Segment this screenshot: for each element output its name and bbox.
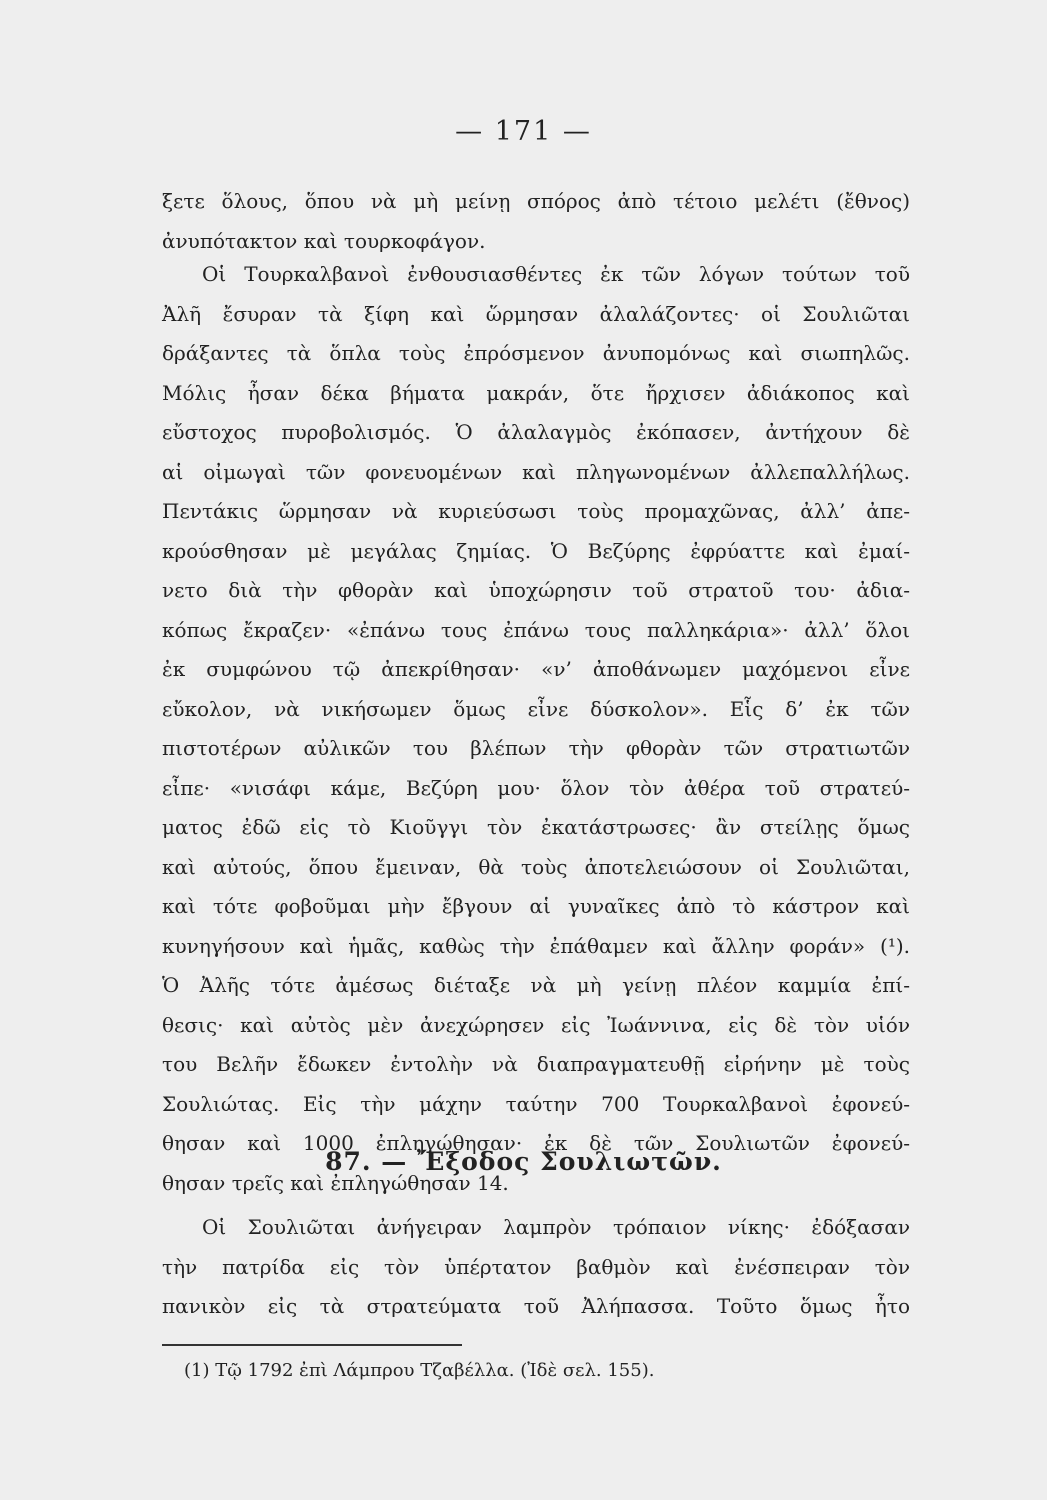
text-line: καὶ αὐτούς, ὅπου ἔμειναν, θὰ τοὺς ἀποτελειώσουν οἱ Σουλιῶται, — [162, 854, 910, 879]
text-line: Ἀλῆ ἔσυραν τὰ ξίφη καὶ ὥρμησαν ἀλαλάζοντες· οἱ Σουλιῶται — [162, 301, 910, 326]
text-line: ματος ἐδῶ εἰς τὸ Κιοῦγγι τὸν ἐκατάστρωσες· ἂν στείλῃς ὅμως — [162, 815, 910, 839]
text-line: θησαν καὶ 1000 ἐπληγώθησαν· ἐκ δὲ τῶν Σουλιωτῶν ἐφονεύ- — [162, 1131, 910, 1155]
text-line: θεσις· καὶ αὐτὸς μὲν ἀνεχώρησεν εἰς Ἰωάννινα, εἰς δὲ τὸν υἱόν — [162, 1012, 910, 1037]
text-line: δράξαντες τὰ ὅπλα τοὺς ἐπρόσμενον ἀνυπομόνως καὶ σιωπηλῶς. — [162, 341, 910, 365]
text-line: εὔκολον, νὰ νικήσωμεν ὅμως εἶνε δύσκολον». Εἷς δ’ ἐκ τῶν — [162, 696, 910, 721]
text-line: πιστοτέρων αὐλικῶν του βλέπων τὴν φθορὰν τῶν στρατιωτῶν — [162, 736, 910, 760]
text-line: Οἱ Σουλιῶται ἀνήγειραν λαμπρὸν τρόπαιον νίκης· ἐδόξασαν — [202, 1215, 910, 1239]
text-line: του Βελῆν ἔδωκεν ἐντολὴν νὰ διαπραγματευθῇ εἰρήνην μὲ τοὺς — [162, 1052, 910, 1076]
footnote: (1) Τῷ 1792 ἐπὶ Λάμπρου Τζαβέλλα. (Ἰδὲ σελ. 155). — [184, 1360, 655, 1381]
text-line: θησαν τρεῖς καὶ ἐπληγώθησαν 14. — [162, 1170, 509, 1195]
section-heading: 87. — Ἔξοδος Σουλιωτῶν. — [325, 1147, 722, 1176]
paragraph-3 — [162, 1208, 910, 1327]
text-line: εὔστοχος πυροβολισμός. Ὁ ἀλαλαγμὸς ἐκόπασεν, ἀντήχουν δὲ — [162, 420, 910, 444]
text-line: Σουλιώτας. Εἰς τὴν μάχην ταύτην 700 Τουρκαλβανοὶ ἐφονεύ- — [162, 1091, 910, 1116]
footnote-divider — [162, 1344, 462, 1346]
text-line: καὶ τότε φοβοῦμαι μὴν ἔβγουν αἱ γυναῖκες ἀπὸ τὸ κάστρον καὶ — [162, 894, 910, 918]
text-line: κόπως ἔκραζεν· «ἐπάνω τους ἐπάνω τους παλληκάρια»· ἀλλ’ ὅλοι — [162, 617, 910, 642]
paragraph-1 — [162, 182, 910, 261]
text-line: κρούσθησαν μὲ μεγάλας ζημίας. Ὁ Βεζύρης ἐφρύαττε καὶ ἐμαί- — [162, 538, 910, 563]
text-line: Ὁ Ἀλῆς τότε ἀμέσως διέταξε νὰ μὴ γείνῃ πλέον καμμία ἐπί- — [162, 973, 910, 997]
text-line: Μόλις ἦσαν δέκα βήματα μακράν, ὅτε ἤρχισεν ἀδιάκοπος καὶ — [162, 380, 910, 405]
text-line: νετο διὰ τὴν φθορὰν καὶ ὑποχώρησιν τοῦ στρατοῦ του· ἀδια- — [162, 578, 910, 602]
text-line: κυνηγήσουν καὶ ἡμᾶς, καθὼς τὴν ἐπάθαμεν καὶ ἄλλην φοράν» (¹). — [162, 933, 910, 958]
text-line: ἐκ συμφώνου τῷ ἀπεκρίθησαν· «ν’ ἀποθάνωμεν μαχόμενοι εἶνε — [162, 657, 910, 681]
text-line: τὴν πατρίδα εἰς τὸν ὑπέρτατον βαθμὸν καὶ ἐνέσπειραν τὸν — [162, 1254, 910, 1279]
text-line: ἀνυπότακτον καὶ τουρκοφάγον. — [162, 228, 486, 253]
page-number: — 171 — — [455, 116, 592, 147]
text-line: Πεντάκις ὥρμησαν νὰ κυριεύσωσι τοὺς προμαχῶνας, ἀλλ’ ἀπε- — [162, 499, 910, 523]
text-line: αἱ οἰμωγαὶ τῶν φονευομένων καὶ πληγωνομένων ἀλλεπαλλήλως. — [162, 459, 910, 484]
text-line: εἶπε· «νισάφι κάμε, Βεζύρη μου· ὅλον τὸν ἀθέρα τοῦ στρατεύ- — [162, 775, 910, 800]
text-line: Οἱ Τουρκαλβανοὶ ἐνθουσιασθέντες ἐκ τῶν λόγων τούτων τοῦ — [202, 262, 910, 286]
text-line: ξετε ὅλους, ὅπου νὰ μὴ μείνῃ σπόρος ἀπὸ τέτοιο μελέτι (ἔθνος) — [162, 189, 910, 213]
text-line: πανικὸν εἰς τὰ στρατεύματα τοῦ Ἀλήπασσα. Τοῦτο ὅμως ἦτο — [162, 1294, 910, 1318]
paragraph-2 — [162, 255, 910, 1203]
